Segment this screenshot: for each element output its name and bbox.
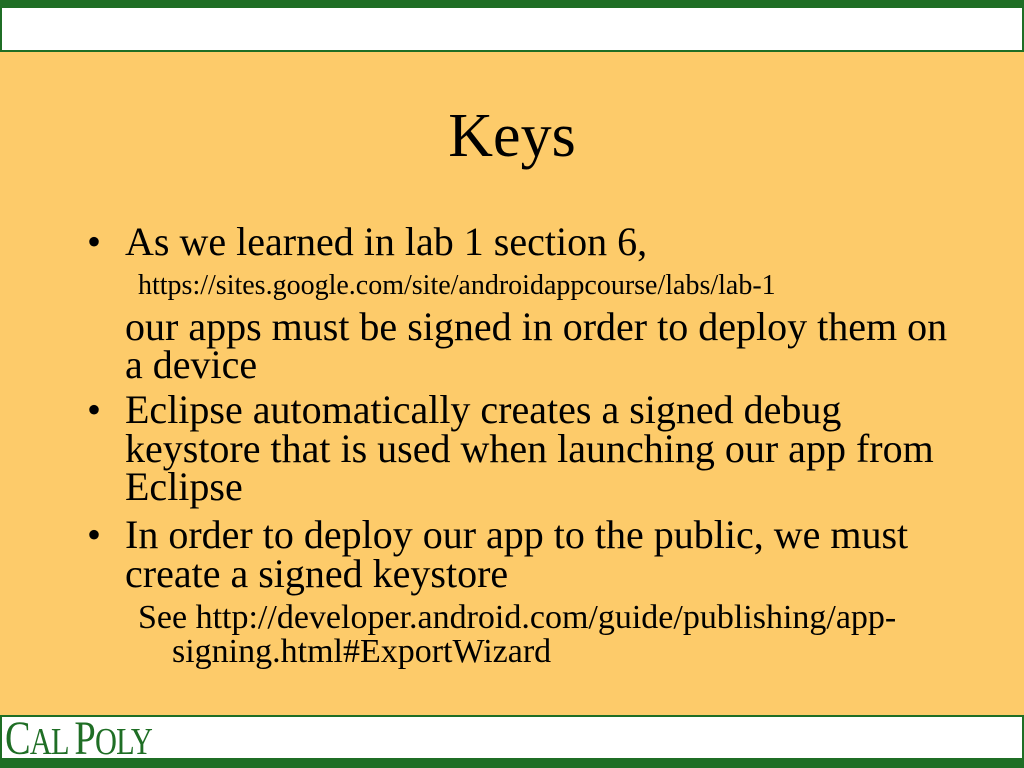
cal-poly-logo: CAL POLY [5,712,153,765]
bullet-text-line: a device [125,341,258,387]
bullet-text-line: keystore that is used when launching our app from [125,425,934,471]
bullet-marker: • [87,218,102,264]
slide-title: Keys [448,102,576,170]
bullet-text-line: create a signed keystore [125,550,509,596]
bullet-text-line: As we learned in lab 1 section 6, [125,218,648,264]
bullet-marker: • [87,386,102,432]
logo-initial: P [74,712,95,765]
logo-initial: C [5,712,30,765]
bullet-text-line: In order to deploy our app to the public, we must [125,511,909,557]
footer-band [0,712,1024,768]
sub-item-line: See http://developer.android.com/guide/publishing/app- [138,598,897,636]
lab-url: https://sites.google.com/site/androidappcourse/labs/lab-1 [138,269,776,301]
bullet-marker: • [87,511,102,557]
header-strip [2,8,1022,50]
footer-strip [2,717,1022,758]
header-band [0,0,1024,52]
bullet-text-line: Eclipse [125,463,243,509]
sub-item-line: signing.html#ExportWizard [172,632,552,670]
bullet-text-line: our apps must be signed in order to deploy them on [125,303,948,349]
bullet-text-line: Eclipse automatically creates a signed debug [125,386,842,432]
